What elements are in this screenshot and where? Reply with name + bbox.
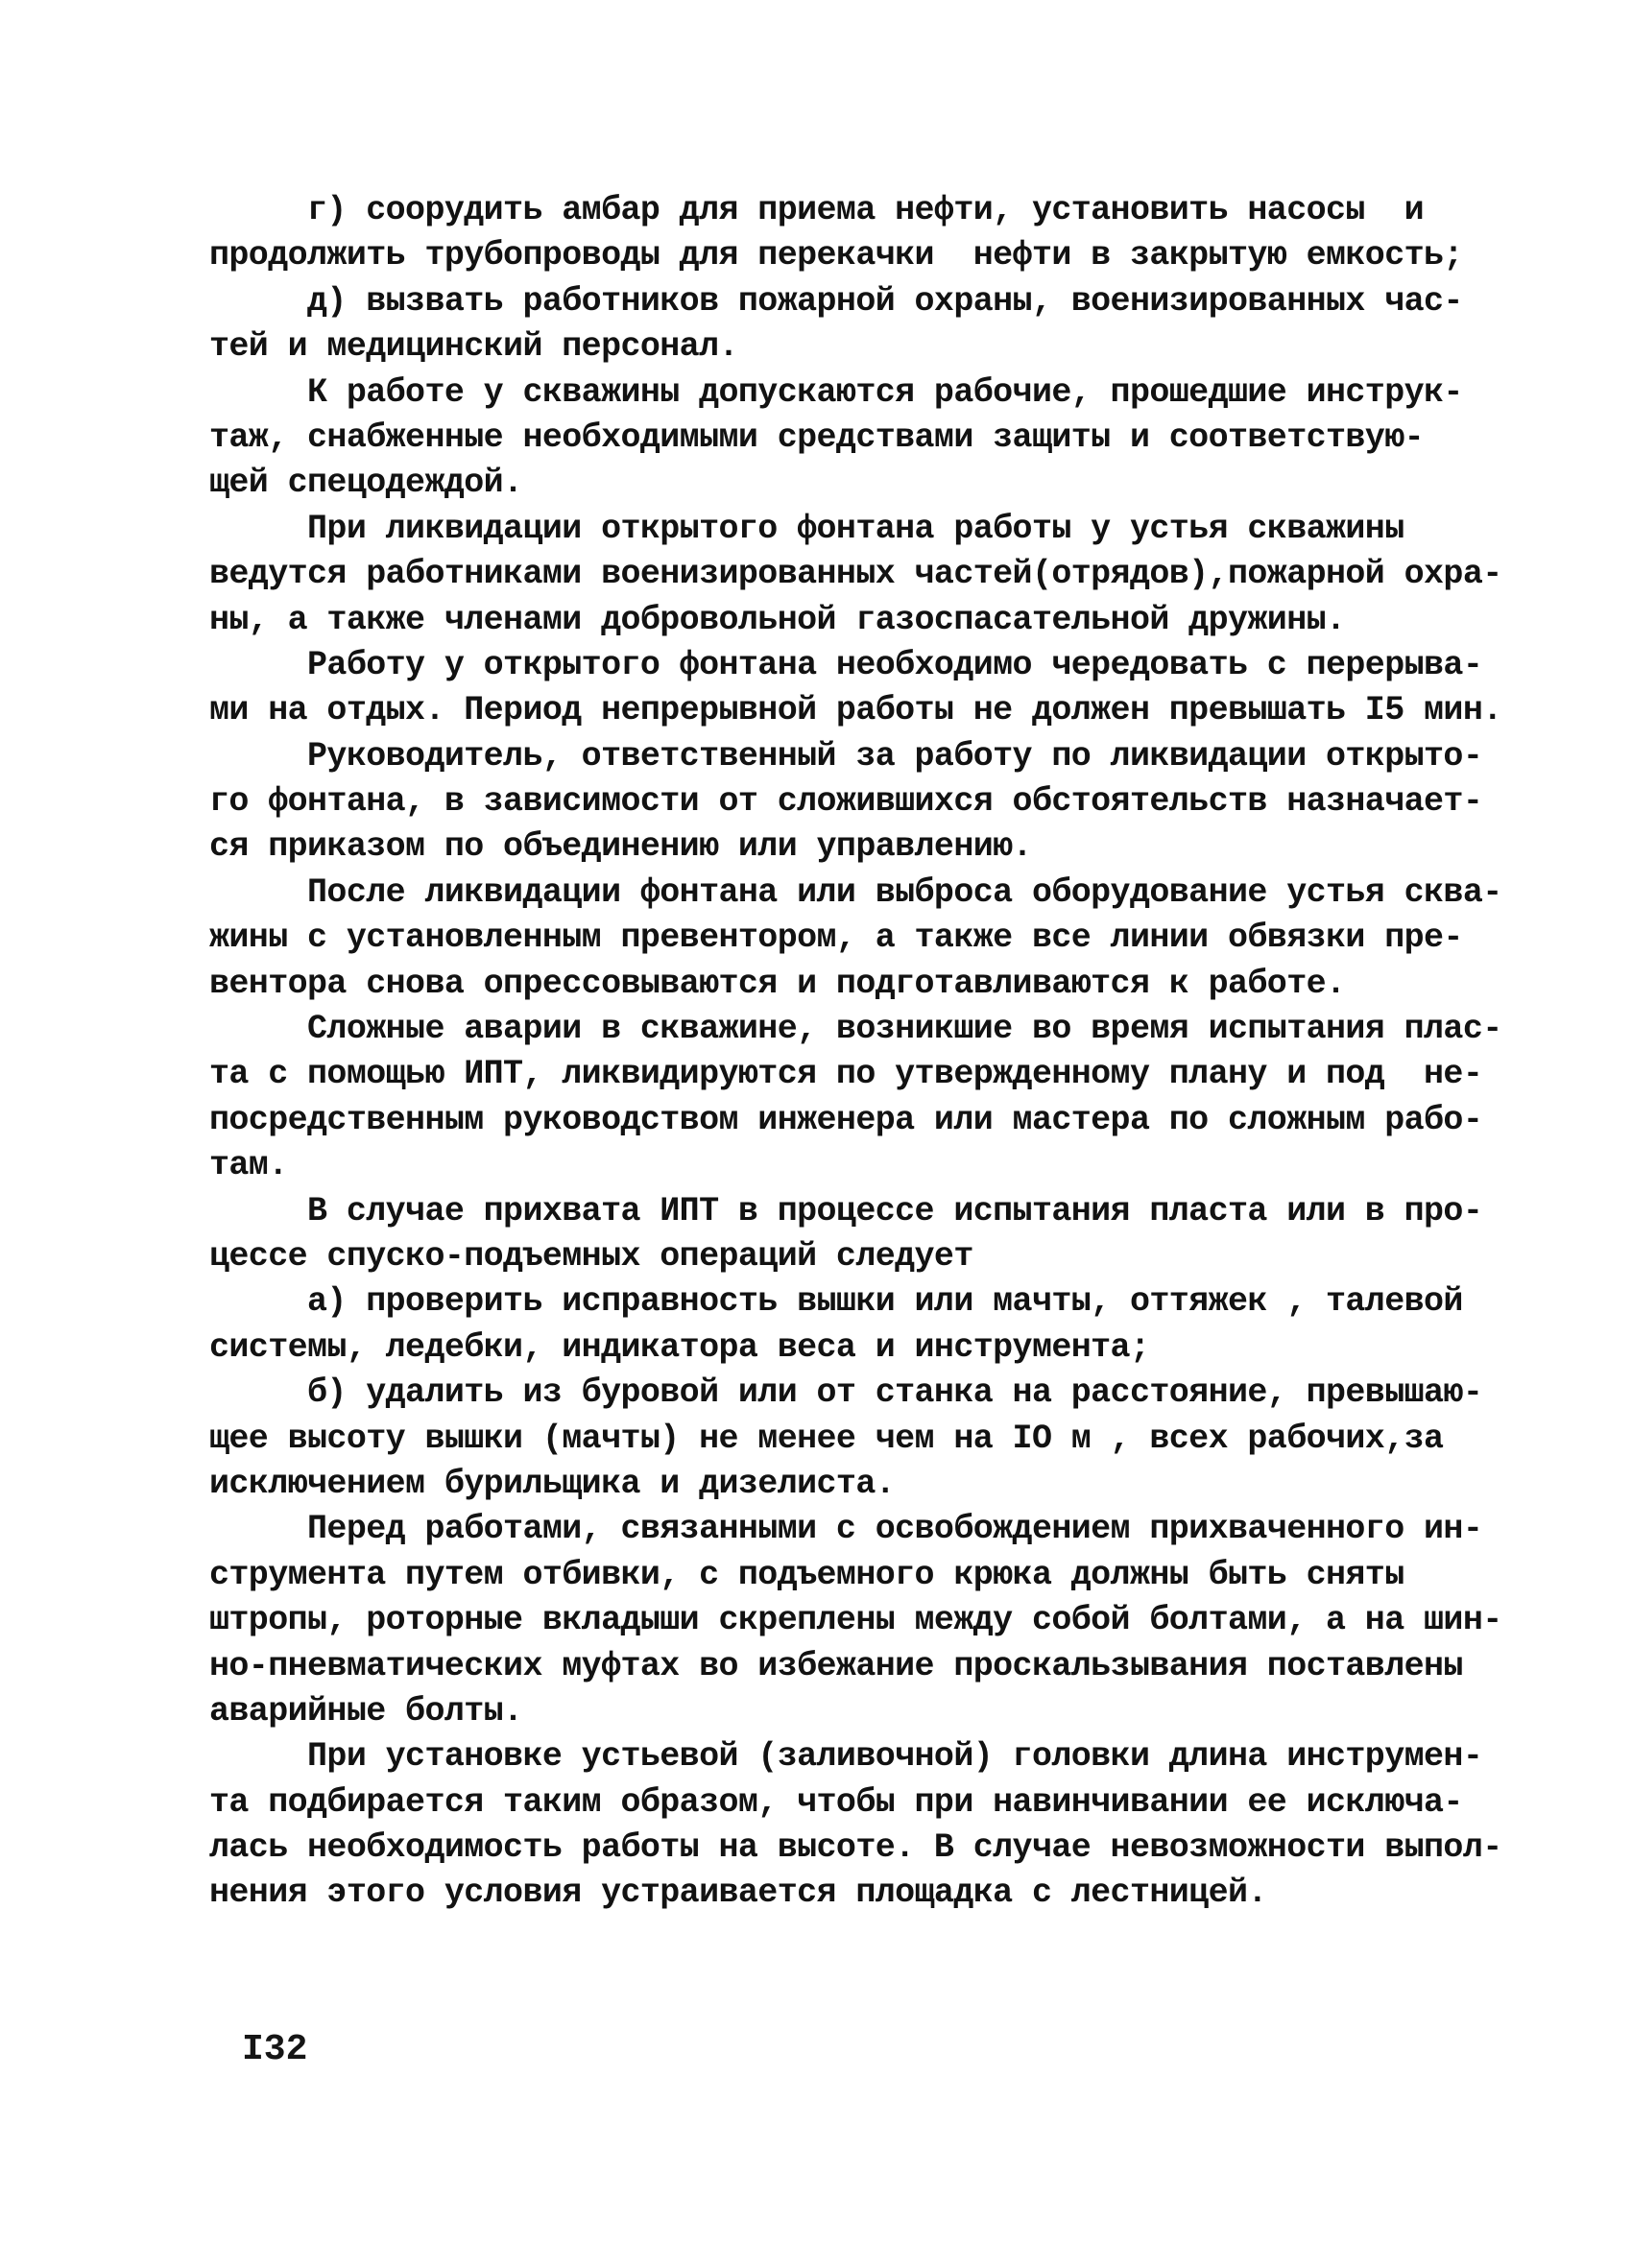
text-line: Сложные аварии в скважине, возникшие во время испытания плас- (209, 1010, 1502, 1049)
text-line: вентора снова опрессовываются и подготавливаются к работе. (209, 964, 1346, 1003)
text-line: жины с установленным превентором, а также все линии обвязки пре- (209, 919, 1463, 958)
text-line: нения этого условия устраивается площадка с лестницей. (209, 1874, 1267, 1913)
text-line: г) соорудить амбар для приема нефти, установить насосы и (209, 191, 1425, 229)
text-line: аварийные болты. (209, 1691, 523, 1731)
text-line: лась необходимость работы на высоте. В случае невозможности выпол- (209, 1828, 1502, 1868)
text-line: ся приказом по объединению или управлению. (209, 827, 1032, 867)
text-line: та подбирается таким образом, чтобы при навинчивании ее исключа- (209, 1782, 1463, 1822)
text-line: К работе у скважины допускаются рабочие, прошедшие инструк- (209, 372, 1463, 412)
text-line: та с помощью ИПТ, ликвидируются по утвержденному плану и под не- (209, 1055, 1483, 1094)
text-line: ны, а также членами добровольной газоспасательной дружины. (209, 600, 1346, 639)
text-line: После ликвидации фонтана или выброса оборудование устья сква- (209, 872, 1502, 912)
text-line: там. (209, 1146, 288, 1185)
text-line: штропы, роторные вкладыши скреплены между собой болтами, а на шин- (209, 1601, 1502, 1640)
page-number: I32 (242, 2029, 308, 2070)
text-line: тей и медицинский персонал. (209, 327, 738, 367)
text-line: продолжить трубопроводы для перекачки нефти в закрытую емкость; (209, 236, 1463, 275)
text-line: Руководитель, ответственный за работу по ликвидации открыто- (209, 736, 1483, 776)
text-line: ми на отдых. Период непрерывной работы не должен превышать I5 мин. (209, 691, 1502, 730)
text-line: При ликвидации открытого фонтана работы у устья скважины (209, 509, 1404, 548)
text-line: Перед работами, связанными с освобождением прихваченного ин- (209, 1510, 1483, 1549)
text-line: Работу у открытого фонтана необходимо чередовать с перерыва- (209, 645, 1483, 684)
text-line: щее высоту вышки (мачты) не менее чем на IO м , всех рабочих,за (209, 1419, 1444, 1458)
text-line: а) проверить исправность вышки или мачты, оттяжек , талевой (209, 1282, 1463, 1322)
text-line: го фонтана, в зависимости от сложившихся обстоятельств назначает- (209, 782, 1483, 822)
body-text (209, 188, 1502, 1917)
text-line: системы, ледебки, индикатора веса и инструмента; (209, 1327, 1150, 1367)
text-line: При установке устьевой (заливочной) головки длина инструмен- (209, 1737, 1483, 1777)
text-line: таж, снабженные необходимыми средствами защиты и соответствую- (209, 418, 1425, 457)
text-line: струмента путем отбивки, с подъемного крюка должны быть сняты (209, 1555, 1404, 1594)
text-line: цессе спуско-подъемных операций следует (209, 1236, 973, 1276)
text-line: но-пневматических муфтах во избежание проскальзывания поставлены (209, 1646, 1463, 1685)
text-line: В случае прихвата ИПТ в процессе испытания пласта или в про- (209, 1191, 1483, 1230)
text-line: посредственным руководством инженера или мастера по сложным рабо- (209, 1100, 1483, 1139)
text-line: щей спецодеждой. (209, 464, 523, 503)
text-line: д) вызвать работников пожарной охраны, военизированных час- (209, 281, 1463, 321)
text-line: б) удалить из буровой или от станка на расстояние, превышаю- (209, 1373, 1483, 1413)
text-line: исключением бурильщика и дизелиста. (209, 1464, 896, 1503)
text-line: ведутся работниками военизированных частей(отрядов),пожарной охра- (209, 555, 1502, 594)
